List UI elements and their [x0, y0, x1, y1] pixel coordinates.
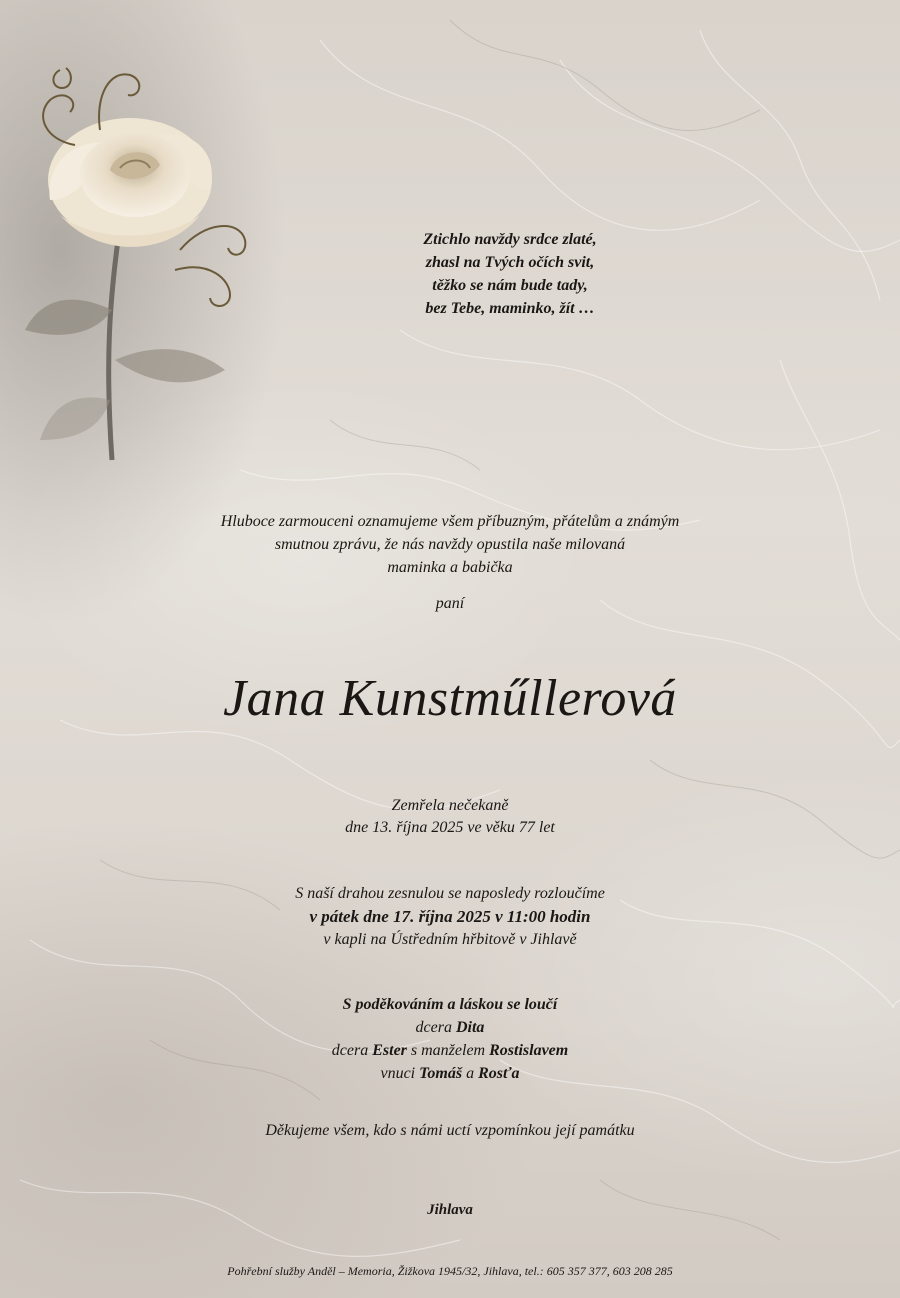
announcement-intro	[0, 510, 900, 579]
rose-flower-icon	[48, 118, 212, 247]
family-heading: S poděkováním a láskou se loučí	[342, 996, 558, 1013]
family-row: vnuci Tomáš a Rosťa	[380, 1065, 520, 1082]
death-info	[0, 795, 900, 839]
death-date-line: dne 13. října 2025 ve věku 77 let	[345, 819, 555, 836]
city: Jihlava	[427, 1202, 473, 1218]
funeral-location: v kapli na Ústředním hřbitově v Jihlavě	[323, 931, 577, 948]
leaf-icon	[115, 349, 225, 382]
death-line: Zemřela nečekaně	[391, 797, 509, 814]
rose-stem	[109, 240, 118, 460]
poem-line: zhasl na Tvých očích svit,	[425, 254, 595, 271]
intro-line: smutnou zprávu, že nás navždy opustila naše milovaná	[274, 536, 626, 553]
funeral-service-footer: Pohřební služby Anděl – Memoria, Žižkova 1945/32, Jihlava, tel.: 605 357 377, 603 208 285	[227, 1264, 673, 1278]
poem-line: bez Tebe, maminko, žít …	[425, 300, 595, 317]
deceased-name: Jana Kunstműllerová	[223, 670, 677, 727]
poem-line: těžko se nám bude tady,	[432, 277, 588, 294]
poem	[300, 228, 720, 320]
rose-decoration	[0, 40, 290, 480]
leaf-icon	[40, 397, 110, 440]
family-signatures	[0, 993, 900, 1085]
leaf-icon	[25, 300, 112, 335]
family-row: dcera Dita	[415, 1019, 485, 1036]
funeral-datetime: v pátek dne 17. října 2025 v 11:00 hodin	[309, 907, 591, 926]
poem-line: Ztichlo navždy srdce zlaté,	[423, 231, 597, 248]
funeral-info	[0, 882, 900, 951]
funeral-line: S naší drahou zesnulou se naposledy rozloučíme	[295, 885, 605, 902]
family-row: dcera Ester s manželem Rostislavem	[331, 1042, 569, 1059]
intro-line: maminka a babička	[387, 559, 513, 576]
intro-line: Hluboce zarmouceni oznamujeme všem příbuzným, přátelům a známým	[220, 513, 680, 530]
salutation: paní	[435, 595, 465, 612]
thanks-line: Děkujeme všem, kdo s námi uctí vzpomínkou její památku	[265, 1122, 635, 1139]
